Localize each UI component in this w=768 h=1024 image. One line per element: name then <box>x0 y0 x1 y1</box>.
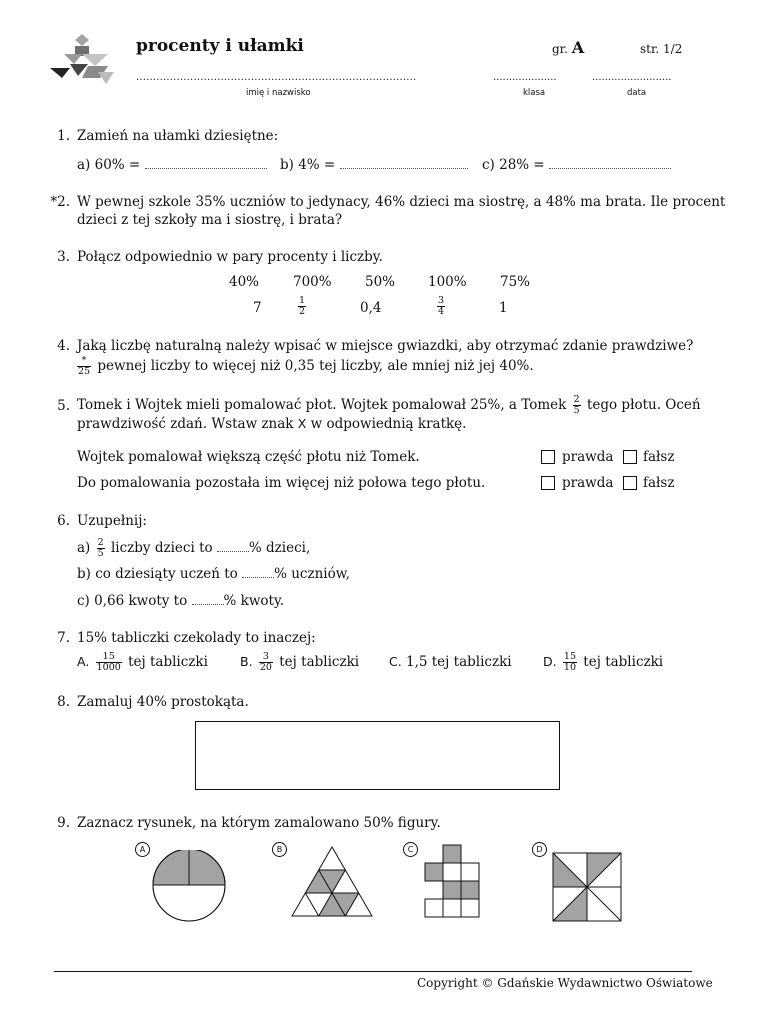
q1-c-answer[interactable] <box>549 156 671 169</box>
name-field[interactable]: ................................................................................... <box>136 72 417 83</box>
q3-number-2: $\frac{1}{2}$ <box>299 295 306 317</box>
q7-option-c[interactable]: C. 1,5 tej tabliczki <box>389 654 512 670</box>
q6-a-answer[interactable] <box>217 539 249 552</box>
q5-s1-true-label: prawda <box>562 449 614 465</box>
q7-text: 15% tabliczki czekolady to inaczej: <box>77 630 316 646</box>
q2-line1: W pewnej szkole 35% uczniów to jedynacy, 46% dzieci ma siostrę, a 48% ma brata. Ile procent <box>77 194 726 210</box>
q7-option-b[interactable]: B. $\frac{3}{20}$ tej tabliczki <box>240 651 360 673</box>
figure-a-label[interactable]: A <box>135 842 150 857</box>
q6-number: 6. <box>57 513 70 529</box>
mark-x: X <box>297 416 307 431</box>
date-label: data <box>627 88 647 98</box>
class-field[interactable]: .................... <box>493 72 557 83</box>
q6-b: b) co dziesiąty uczeń to % uczniów, <box>77 566 350 582</box>
q5-s1-false-label: fałsz <box>643 449 675 465</box>
q5-s2-true-label: prawda <box>562 475 614 491</box>
q3-text: Połącz odpowiednio w pary procenty i liczby. <box>77 249 383 265</box>
q3-percent-3: 50% <box>365 274 396 290</box>
q6-b-answer[interactable] <box>242 565 274 578</box>
q7-option-d[interactable]: D. $\frac{15}{10}$ tej tabliczki <box>543 651 664 673</box>
page-number: str. 1/2 <box>640 42 683 56</box>
q4-line1: Jaką liczbę naturalną należy wpisać w miejsce gwiazdki, aby otrzymać zdanie prawdziwe? <box>77 338 694 354</box>
q3-number: 3. <box>57 249 70 265</box>
q6-c: c) 0,66 kwoty to % kwoty. <box>77 593 285 609</box>
footer-rule <box>54 971 692 972</box>
tangram-logo <box>48 30 118 86</box>
figure-d-label[interactable]: D <box>532 842 547 857</box>
date-field[interactable]: ......................... <box>592 72 672 83</box>
worksheet-title: procenty i ułamki <box>136 36 304 56</box>
q3-percent-2: 700% <box>293 274 332 290</box>
q5-s2-true-checkbox[interactable] <box>541 476 555 490</box>
q5-statement-1: Wojtek pomalował większą część płotu niż Tomek. <box>77 449 420 465</box>
q1-a: a) 60% = <box>77 156 267 174</box>
q1-text: Zamień na ułamki dziesiętne: <box>77 128 279 144</box>
class-label: klasa <box>523 88 546 98</box>
figure-c-label[interactable]: C <box>403 842 418 857</box>
q1-b-answer[interactable] <box>340 156 468 169</box>
figure-b-label[interactable]: B <box>272 842 287 857</box>
q6-c-answer[interactable] <box>192 592 224 605</box>
figure-b[interactable] <box>290 846 374 918</box>
figure-a-quarter <box>150 850 230 922</box>
q8-text: Zamaluj 40% prostokąta. <box>77 694 249 710</box>
q5-statement-2: Do pomalowania pozostała im więcej niż połowa tego płotu. <box>77 475 486 491</box>
figure-c[interactable] <box>424 844 484 918</box>
q7-option-a[interactable]: A. $\frac{15}{1000}$ tej tabliczki <box>77 651 208 673</box>
q4-line2: $\frac{*}{25}$ pewnej liczby to więcej niż 0,35 tej liczby, ale mniej niż jej 40%. <box>78 355 534 377</box>
q1-b: b) 4% = <box>280 156 468 174</box>
q3-number-4: $\frac{3}{4}$ <box>438 295 445 317</box>
q6-text: Uzupełnij: <box>77 513 147 529</box>
q3-percent-1: 40% <box>229 274 260 290</box>
q1-a-answer[interactable] <box>145 156 267 169</box>
q5-s2-false-checkbox[interactable] <box>623 476 637 490</box>
q5-number: 5. <box>57 398 70 414</box>
q2-number: *2. <box>50 194 70 210</box>
q5-line1: Tomek i Wojtek mieli pomalować płot. Wojtek pomalował 25%, a Tomek $\frac{2}{5}$ tego płotu. Oceń <box>77 394 701 416</box>
q5-s1-false-checkbox[interactable] <box>623 450 637 464</box>
q3-number-5: 1 <box>499 300 508 316</box>
q6-a: a) $\frac{2}{5}$ liczby dzieci to % dzieci, <box>77 537 311 559</box>
q2-line2: dzieci z tej szkoły ma i siostrę, i brata? <box>77 212 343 228</box>
q8-number: 8. <box>57 694 70 710</box>
q5-line2: prawdziwość zdań. Wstaw znak X w odpowiednią kratkę. <box>77 416 467 432</box>
rectangle-to-shade[interactable] <box>195 721 560 790</box>
figure-d[interactable] <box>552 852 622 922</box>
q5-s2-false-label: fałsz <box>643 475 675 491</box>
q9-number: 9. <box>57 815 70 831</box>
copyright: Copyright © Gdańskie Wydawnictwo Oświatowe <box>417 976 713 990</box>
q1-number: 1. <box>57 128 70 144</box>
q3-number-3: 0,4 <box>360 300 382 316</box>
q3-percent-5: 75% <box>500 274 531 290</box>
q5-s1-true-checkbox[interactable] <box>541 450 555 464</box>
q4-number: 4. <box>57 338 70 354</box>
q7-number: 7. <box>57 630 70 646</box>
group-label: gr. A <box>552 38 585 57</box>
q3-percent-4: 100% <box>428 274 467 290</box>
q3-number-1: 7 <box>253 300 262 316</box>
q1-c: c) 28% = <box>482 156 671 174</box>
group-value: A <box>571 38 585 57</box>
name-label: imię i nazwisko <box>246 88 311 98</box>
q9-text: Zaznacz rysunek, na którym zamalowano 50% figury. <box>77 815 441 831</box>
